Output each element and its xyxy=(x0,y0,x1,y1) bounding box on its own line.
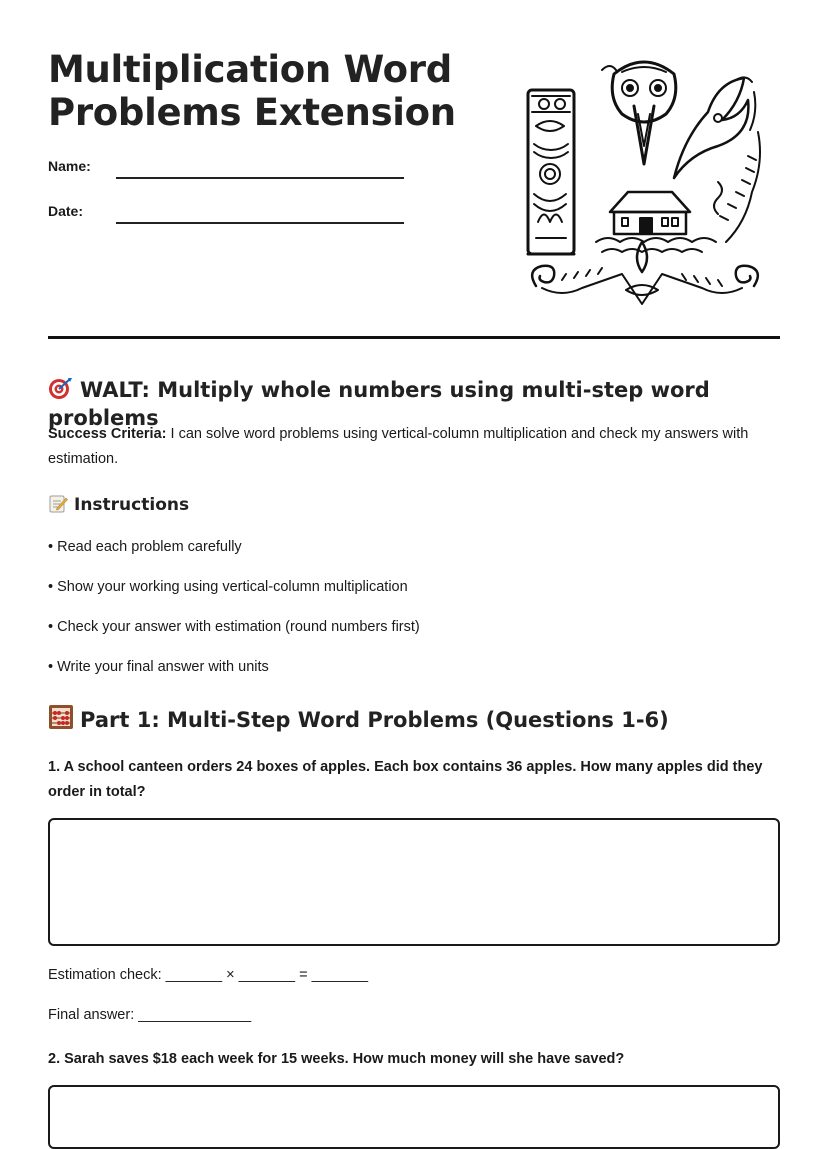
header-divider xyxy=(48,336,780,339)
instructions-heading xyxy=(48,493,189,517)
part1-heading xyxy=(48,704,669,734)
tiki-mask-icon xyxy=(612,62,676,164)
list-item: • Read each problem carefully xyxy=(48,539,242,555)
target-icon xyxy=(48,376,74,400)
part1-heading-text: Part 1: Multi-Step Word Problems (Questions 1-6) xyxy=(80,708,669,732)
success-criteria-label: Success Criteria: xyxy=(48,426,167,442)
name-field[interactable] xyxy=(48,158,408,182)
instructions-heading-text: Instructions xyxy=(74,495,190,515)
marae-house-icon xyxy=(596,192,716,252)
name-label: Name: xyxy=(48,158,91,174)
success-criteria xyxy=(48,422,780,472)
instructions-list xyxy=(48,536,420,696)
pou-carving-icon xyxy=(528,90,574,254)
walt-text: WALT: Multiply whole numbers using multi-step word problems xyxy=(48,378,710,430)
name-line[interactable] xyxy=(116,177,404,179)
maori-carving-illustration xyxy=(522,52,770,314)
worksheet-title: Multiplication Word Problems Extension xyxy=(48,48,456,134)
abacus-icon xyxy=(48,704,74,730)
question-2: 2. Sarah saves $18 each week for 15 weeks. How much money will she have saved? xyxy=(48,1051,625,1067)
date-field[interactable] xyxy=(48,203,408,227)
manaia-bird-icon xyxy=(602,66,760,242)
answer-box-1[interactable] xyxy=(48,818,780,946)
answer-box-2[interactable] xyxy=(48,1085,780,1149)
koru-fern-border-icon xyxy=(532,242,758,304)
date-label: Date: xyxy=(48,203,84,219)
estimation-check-1[interactable]: Estimation check: _______ × _______ = _______ xyxy=(48,967,369,983)
list-item: • Check your answer with estimation (round numbers first) xyxy=(48,619,420,635)
list-item: • Write your final answer with units xyxy=(48,659,269,675)
final-answer-1[interactable]: Final answer: ______________ xyxy=(48,1007,252,1023)
list-item: • Show your working using vertical-column multiplication xyxy=(48,579,408,595)
success-criteria-text: I can solve word problems using vertical-column multiplication and check my answers with estimation. xyxy=(48,426,749,467)
question-1: 1. A school canteen orders 24 boxes of apples. Each box contains 36 apples. How many apples did they order in total? xyxy=(48,759,763,800)
date-line[interactable] xyxy=(116,222,404,224)
memo-icon xyxy=(48,493,68,513)
